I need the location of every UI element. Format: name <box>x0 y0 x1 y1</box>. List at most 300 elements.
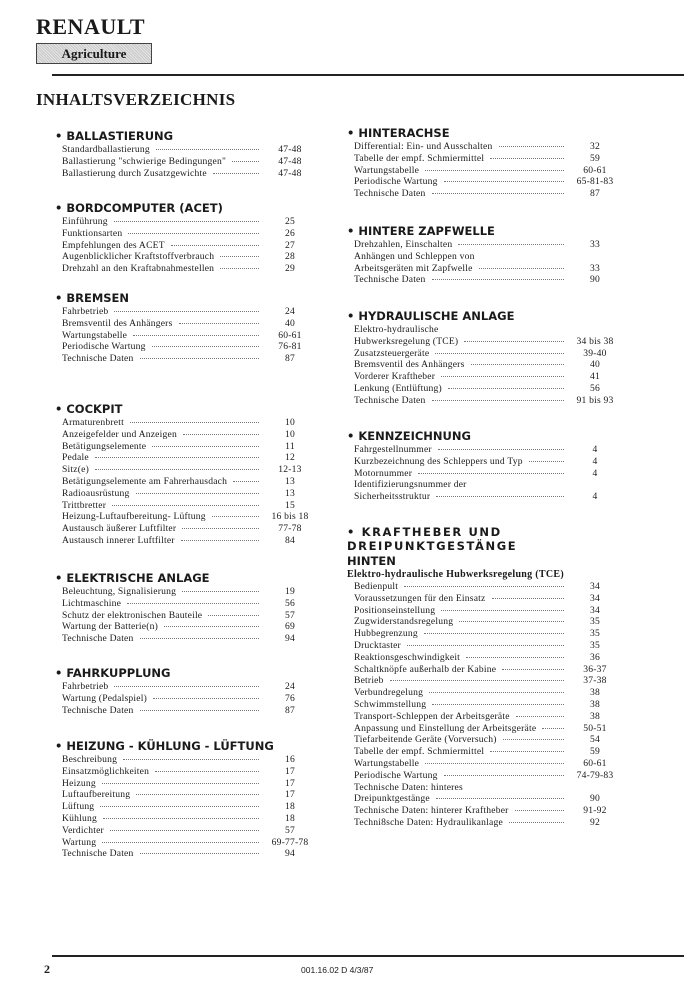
entry-page: 36 <box>590 651 600 663</box>
bullet-icon: • <box>347 224 359 238</box>
dot-leader <box>100 806 259 807</box>
dot-leader <box>438 449 564 450</box>
entry-label: Einführung <box>62 216 108 227</box>
toc-section <box>347 126 622 200</box>
dot-leader <box>232 161 259 162</box>
toc-entry[interactable] <box>347 176 622 188</box>
entry-page: 36-37 <box>583 663 607 675</box>
entry-page: 19 <box>285 586 295 597</box>
toc-entry[interactable] <box>55 789 317 801</box>
toc-entry[interactable] <box>347 746 622 758</box>
entry-label: Armaturenbrett <box>62 417 124 428</box>
entry-page: 87 <box>285 353 295 365</box>
toc-entry[interactable] <box>347 734 622 746</box>
toc-section <box>55 201 317 275</box>
entry-page: 90 <box>590 793 600 805</box>
toc-entry[interactable] <box>55 813 317 825</box>
entry-page: 91-92 <box>583 805 607 817</box>
toc-entry[interactable] <box>55 837 317 849</box>
toc-entry[interactable] <box>55 766 317 778</box>
entry-page: 34 <box>590 581 600 592</box>
toc-entry[interactable] <box>347 675 622 687</box>
toc-entry[interactable] <box>55 754 317 766</box>
dot-leader <box>464 341 564 342</box>
toc-entry[interactable] <box>347 251 622 263</box>
toc-entry[interactable] <box>55 511 317 523</box>
dot-leader <box>424 633 564 634</box>
toc-entry[interactable] <box>55 633 317 645</box>
document-code: 001.16.02 D 4/3/87 <box>301 965 374 975</box>
entry-label: Techni8sche Daten: Hydraulikanlage <box>354 816 503 828</box>
dot-leader <box>432 704 564 705</box>
entry-label: Kühlung <box>62 812 97 824</box>
toc-entry[interactable] <box>347 699 622 711</box>
toc-entry[interactable] <box>55 441 317 453</box>
toc-entry[interactable] <box>55 144 317 156</box>
toc-entry[interactable] <box>55 586 317 598</box>
entry-label: Fahrbetrieb <box>62 306 109 317</box>
toc-entry[interactable] <box>55 825 317 837</box>
section-heading <box>347 525 622 553</box>
entry-label: Bremsventil des Anhängers <box>354 359 465 371</box>
entry-page: 47-48 <box>278 155 302 167</box>
entry-label: Anhängen und Schleppen von <box>354 250 475 262</box>
entry-page: 59 <box>590 152 600 164</box>
entry-label: Lenkung (Entlüftung) <box>354 382 442 394</box>
footer-rule <box>52 955 684 957</box>
toc-entry[interactable] <box>347 324 622 336</box>
toc-entry[interactable] <box>55 705 317 717</box>
entry-label: Tabelle der empf. Schmiermittel <box>354 746 485 758</box>
entry-label: Hubwerksregelung (TCE) <box>354 335 459 347</box>
section-heading <box>55 402 317 416</box>
toc-entry[interactable] <box>55 610 317 622</box>
entry-page: 84 <box>285 534 295 546</box>
toc-entry[interactable] <box>347 640 622 652</box>
toc-entry[interactable] <box>347 805 622 817</box>
bullet-icon: • <box>347 309 359 323</box>
dot-leader <box>436 496 564 497</box>
entry-label: Schwimmstellung <box>354 698 427 710</box>
entry-page: 76 <box>285 692 295 704</box>
toc-entry[interactable] <box>347 593 622 605</box>
toc-entry[interactable] <box>55 330 317 342</box>
entry-page: 47-48 <box>278 167 302 179</box>
dot-leader <box>503 739 564 740</box>
section-title: KRAFTHEBER UND DREIPUNKTGESTÄNGE <box>347 525 518 553</box>
entry-page: 13 <box>285 487 295 499</box>
entry-label: Einsatzmöglichkeiten <box>62 765 150 777</box>
toc-entry[interactable] <box>55 341 317 353</box>
entry-page: 41 <box>590 371 600 383</box>
dot-leader <box>441 610 564 611</box>
toc-entry[interactable] <box>347 141 622 153</box>
entry-label: Schutz der elektronischen Bauteile <box>62 609 203 621</box>
section-heading <box>347 429 622 443</box>
toc-entry[interactable] <box>55 318 317 330</box>
entry-label: Wartungstabelle <box>354 164 420 176</box>
section-title: HEIZUNG - KÜHLUNG - LÜFTUNG <box>66 739 274 753</box>
entry-label: Dreipunktgestänge <box>354 793 430 805</box>
toc-entry[interactable] <box>55 251 317 263</box>
dot-leader <box>509 822 564 823</box>
dot-leader <box>208 615 259 616</box>
toc-entry[interactable] <box>347 616 622 628</box>
dot-leader <box>156 149 259 150</box>
dot-leader <box>429 692 564 693</box>
entry-label: Lüftung <box>62 801 95 813</box>
section-title: HYDRAULISCHE ANLAGE <box>358 309 515 323</box>
dot-leader <box>182 528 259 529</box>
bullet-icon: • <box>55 201 67 215</box>
entry-label: Betätigungselemente <box>62 440 147 452</box>
entry-label: Zusatzsteuergeräte <box>354 347 430 359</box>
entry-label: Augenblicklicher Kraftstoffverbrauch <box>62 251 215 263</box>
toc-entry[interactable] <box>347 491 622 503</box>
bullet-icon: • <box>55 666 67 680</box>
entry-page: 27 <box>285 239 295 251</box>
dot-leader <box>114 686 259 687</box>
entry-page: 13 <box>285 475 295 487</box>
entry-label: Wartung der Batterie(n) <box>62 621 158 633</box>
entry-label: Differential: Ein- und Ausschalten <box>354 141 493 152</box>
dot-leader <box>542 728 564 729</box>
toc-entry[interactable] <box>347 348 622 360</box>
dot-leader <box>179 323 259 324</box>
toc-entry[interactable] <box>347 479 622 491</box>
dot-leader <box>435 353 564 354</box>
toc-section <box>55 129 317 179</box>
entry-page: 87 <box>590 188 600 200</box>
dot-leader <box>425 763 564 764</box>
toc-entry[interactable] <box>347 581 622 593</box>
toc-entry[interactable] <box>347 628 622 640</box>
entry-label: Technische Daten <box>62 353 134 365</box>
dot-leader <box>444 775 564 776</box>
toc-section <box>347 309 622 407</box>
brand-subtitle-box: Agriculture <box>36 43 152 64</box>
entry-label: Austausch innerer Luftfilter <box>62 534 175 546</box>
entry-label: Standardballastierung <box>62 144 150 155</box>
entry-page: 11 <box>285 440 295 452</box>
toc-entry[interactable] <box>55 216 317 228</box>
entry-page: 4 <box>592 455 598 467</box>
header-rule <box>52 74 684 76</box>
entry-page: 38 <box>590 687 600 699</box>
toc-entry[interactable] <box>347 468 622 480</box>
entry-page: 76-81 <box>278 341 302 353</box>
entry-page: 24 <box>285 306 295 317</box>
toc-entry[interactable] <box>55 228 317 240</box>
entry-page: 90 <box>590 274 600 286</box>
dot-leader <box>529 461 564 462</box>
bullet-icon: • <box>55 571 67 585</box>
toc-entry[interactable] <box>347 664 622 676</box>
entry-page: 10 <box>285 428 295 440</box>
bullet-icon: • <box>55 129 67 143</box>
entry-label: Funktionsarten <box>62 227 123 239</box>
entry-page: 24 <box>285 681 295 692</box>
dot-leader <box>448 388 564 389</box>
toc-section <box>55 739 317 860</box>
toc-entry[interactable] <box>55 621 317 633</box>
toc-entry[interactable] <box>347 652 622 664</box>
dot-leader <box>502 669 564 670</box>
entry-page: 12 <box>285 452 295 464</box>
dot-leader <box>466 657 564 658</box>
section-title: FAHRKUPPLUNG <box>66 666 171 680</box>
entry-label: Fahrgestellnummer <box>354 444 432 455</box>
entry-label: Technische Daten <box>62 704 134 716</box>
dot-leader <box>127 603 259 604</box>
entry-label: Bedienpult <box>354 581 399 592</box>
dot-leader <box>114 311 259 312</box>
toc-entry[interactable] <box>347 188 622 200</box>
dot-leader <box>432 400 564 401</box>
bullet-icon: • <box>55 291 67 305</box>
toc-entry[interactable] <box>347 782 622 794</box>
dot-leader <box>114 221 259 222</box>
entry-page: 47-48 <box>278 144 302 155</box>
dot-leader <box>136 794 259 795</box>
page-title: INHALTSVERZEICHNIS <box>36 90 236 109</box>
entry-page: 40 <box>285 317 295 329</box>
toc-entry[interactable] <box>347 456 622 468</box>
dot-leader <box>212 516 259 517</box>
brand-logo: RENAULT <box>36 14 146 39</box>
toc-entry[interactable] <box>347 723 622 735</box>
entry-label: Drehzahlen, Einschalten <box>354 239 453 250</box>
section-heading <box>347 126 622 140</box>
entry-label: Tabelle der empf. Schmiermittel <box>354 152 485 164</box>
toc-entry[interactable] <box>55 598 317 610</box>
toc-entry[interactable] <box>347 395 622 407</box>
entry-label: Empfehlungen des ACET <box>62 239 165 251</box>
entry-label: Motornummer <box>354 467 413 479</box>
entry-page: 35 <box>590 616 600 628</box>
toc-entry[interactable] <box>347 444 622 456</box>
entry-label: Radioausrüstung <box>62 487 130 499</box>
toc-entry[interactable] <box>347 165 622 177</box>
section-subheading: Elektro-hydraulische Hubwerksregelung (TCE) <box>347 569 564 580</box>
entry-page: 91 bis 93 <box>576 394 614 406</box>
toc-entry[interactable] <box>55 168 317 180</box>
dot-leader <box>220 256 259 257</box>
entry-page: 94 <box>285 633 295 645</box>
entry-label: Lichtmaschine <box>62 597 122 609</box>
entry-label: Ballastierung "schwierige Bedingungen" <box>62 155 227 167</box>
entry-label: Luftaufbereitung <box>62 789 131 801</box>
dot-leader <box>432 193 564 194</box>
entry-page: 40 <box>590 359 600 371</box>
entry-label: Technische Daten <box>354 394 426 406</box>
section-title: BALLASTIERUNG <box>66 129 174 143</box>
toc-entry[interactable] <box>55 488 317 500</box>
entry-label: Wartungstabelle <box>62 329 128 341</box>
section-heading <box>347 224 622 238</box>
entry-page: 92 <box>590 816 600 828</box>
entry-label: Ballastierung durch Zusatzgewichte <box>62 167 207 179</box>
toc-entry[interactable] <box>347 359 622 371</box>
entry-label: Drucktaster <box>354 639 401 651</box>
toc-entry[interactable] <box>347 711 622 723</box>
dot-leader <box>95 469 259 470</box>
toc-entry[interactable] <box>55 452 317 464</box>
entry-label: Identifizierungsnummer der <box>354 479 467 491</box>
entry-label: Periodische Wartung <box>354 176 438 188</box>
toc-section <box>55 402 317 547</box>
section-heading <box>55 739 317 753</box>
entry-page: 60-61 <box>278 329 302 341</box>
toc-entry[interactable] <box>55 306 317 318</box>
page-number: 2 <box>44 962 50 976</box>
entry-label: Wartung (Pedalspiel) <box>62 692 148 704</box>
toc-entry[interactable] <box>347 383 622 395</box>
section-heading <box>55 291 317 305</box>
toc-entry[interactable] <box>55 476 317 488</box>
toc-entry[interactable] <box>55 681 317 693</box>
entry-label: Vorderer Kraftheber <box>354 371 436 383</box>
toc-entry[interactable] <box>55 693 317 705</box>
dot-leader <box>140 358 259 359</box>
bullet-icon: • <box>347 525 362 539</box>
entry-page: 34 <box>590 592 600 604</box>
entry-page: 94 <box>285 848 295 860</box>
entry-label: Transport-Schleppen der Arbeitsgeräte <box>354 710 510 722</box>
entry-label: Voraussetzungen für den Einsatz <box>354 592 486 604</box>
toc-entry[interactable] <box>347 758 622 770</box>
entry-page: 50-51 <box>583 722 607 734</box>
entry-label: Sitz(e) <box>62 464 89 476</box>
dot-leader <box>164 626 259 627</box>
dot-leader <box>418 473 564 474</box>
entry-label: Anzeigefelder und Anzeigen <box>62 428 177 440</box>
section-title: KENNZEICHNUNG <box>358 429 471 443</box>
entry-label: Betrieb <box>354 675 384 687</box>
entry-label: Beschreibung <box>62 754 118 765</box>
toc-entry[interactable] <box>55 156 317 168</box>
entry-page: 32 <box>590 141 600 152</box>
entry-label: Heizung-Luftaufbereitung- Lüftung <box>62 511 206 523</box>
entry-page: 60-61 <box>583 757 607 769</box>
dot-leader <box>407 645 564 646</box>
entry-label: Wartung <box>62 836 97 848</box>
dot-leader <box>499 146 564 147</box>
dot-leader <box>425 170 564 171</box>
toc-section <box>55 571 317 645</box>
dot-leader <box>103 818 259 819</box>
dot-leader <box>182 591 259 592</box>
entry-label: Schaltknöpfe außerhalb der Kabine <box>354 663 497 675</box>
toc-entry[interactable] <box>55 263 317 275</box>
dot-leader <box>171 245 259 246</box>
entry-page: 33 <box>590 262 600 274</box>
entry-label: Heizung <box>62 777 96 789</box>
dot-leader <box>123 759 259 760</box>
entry-page: 65-81-83 <box>576 176 614 188</box>
toc-entry[interactable] <box>55 801 317 813</box>
entry-label: Technische Daten <box>354 274 426 286</box>
entry-page: 25 <box>285 216 295 227</box>
dot-leader <box>441 376 564 377</box>
section-title: ELEKTRISCHE ANLAGE <box>66 571 210 585</box>
toc-entry[interactable] <box>55 464 317 476</box>
dot-leader <box>102 842 259 843</box>
toc-entry[interactable] <box>347 239 622 251</box>
toc-entry[interactable] <box>347 687 622 699</box>
toc-entry[interactable] <box>347 770 622 782</box>
entry-label: Drehzahl an den Kraftabnahmestellen <box>62 263 215 275</box>
dot-leader <box>436 798 564 799</box>
entry-label: Technische Daten <box>62 848 134 860</box>
toc-entry[interactable] <box>55 417 317 429</box>
entry-page: 60-61 <box>583 164 607 176</box>
toc-entry[interactable] <box>55 500 317 512</box>
entry-page: 4 <box>592 491 598 503</box>
toc-entry[interactable] <box>55 429 317 441</box>
entry-label: Positionseinstellung <box>354 604 436 616</box>
toc-entry[interactable] <box>347 371 622 383</box>
dot-leader <box>220 268 259 269</box>
entry-page: 35 <box>590 639 600 651</box>
toc-entry[interactable] <box>55 778 317 790</box>
toc-entry[interactable] <box>55 240 317 252</box>
dot-leader <box>183 434 259 435</box>
entry-label: Wartungstabelle <box>354 757 420 769</box>
dot-leader <box>213 173 259 174</box>
entry-page: 4 <box>592 444 598 455</box>
toc-entry[interactable] <box>347 793 622 805</box>
entry-label: Periodische Wartung <box>62 341 146 353</box>
bullet-icon: • <box>55 402 67 416</box>
entry-label: Trittbretter <box>62 499 107 511</box>
toc-entry[interactable] <box>347 263 622 275</box>
toc-entry[interactable] <box>347 605 622 617</box>
toc-entry[interactable] <box>347 274 622 286</box>
entry-label: Kurzbezeichnung des Schleppers und Typ <box>354 455 523 467</box>
toc-section <box>55 291 317 365</box>
dot-leader <box>479 268 564 269</box>
toc-entry[interactable] <box>347 817 622 829</box>
dot-leader <box>233 481 259 482</box>
entry-label: Periodische Wartung <box>354 769 438 781</box>
toc-entry[interactable] <box>55 848 317 860</box>
entry-page: 29 <box>285 263 295 275</box>
entry-label: Technische Daten: hinteres <box>354 781 463 793</box>
dot-leader <box>390 680 564 681</box>
entry-page: 38 <box>590 698 600 710</box>
toc-entry[interactable] <box>55 535 317 547</box>
toc-entry[interactable] <box>55 353 317 365</box>
entry-page: 17 <box>285 789 295 801</box>
dot-leader <box>95 457 259 458</box>
dot-leader <box>155 771 259 772</box>
entry-label: Technische Daten <box>354 188 426 200</box>
toc-entry[interactable] <box>347 153 622 165</box>
toc-entry[interactable] <box>347 336 622 348</box>
entry-page: 18 <box>285 812 295 824</box>
dot-leader <box>128 233 259 234</box>
entry-label: Anpassung und Einstellung der Arbeitsgeräte <box>354 722 537 734</box>
dot-leader <box>110 830 259 831</box>
entry-page: 28 <box>285 251 295 263</box>
dot-leader <box>458 244 564 245</box>
section-heading <box>55 129 317 143</box>
entry-label: Verdichter <box>62 824 104 836</box>
toc-section <box>347 429 622 503</box>
dot-leader <box>459 621 564 622</box>
toc-entry[interactable] <box>55 523 317 535</box>
